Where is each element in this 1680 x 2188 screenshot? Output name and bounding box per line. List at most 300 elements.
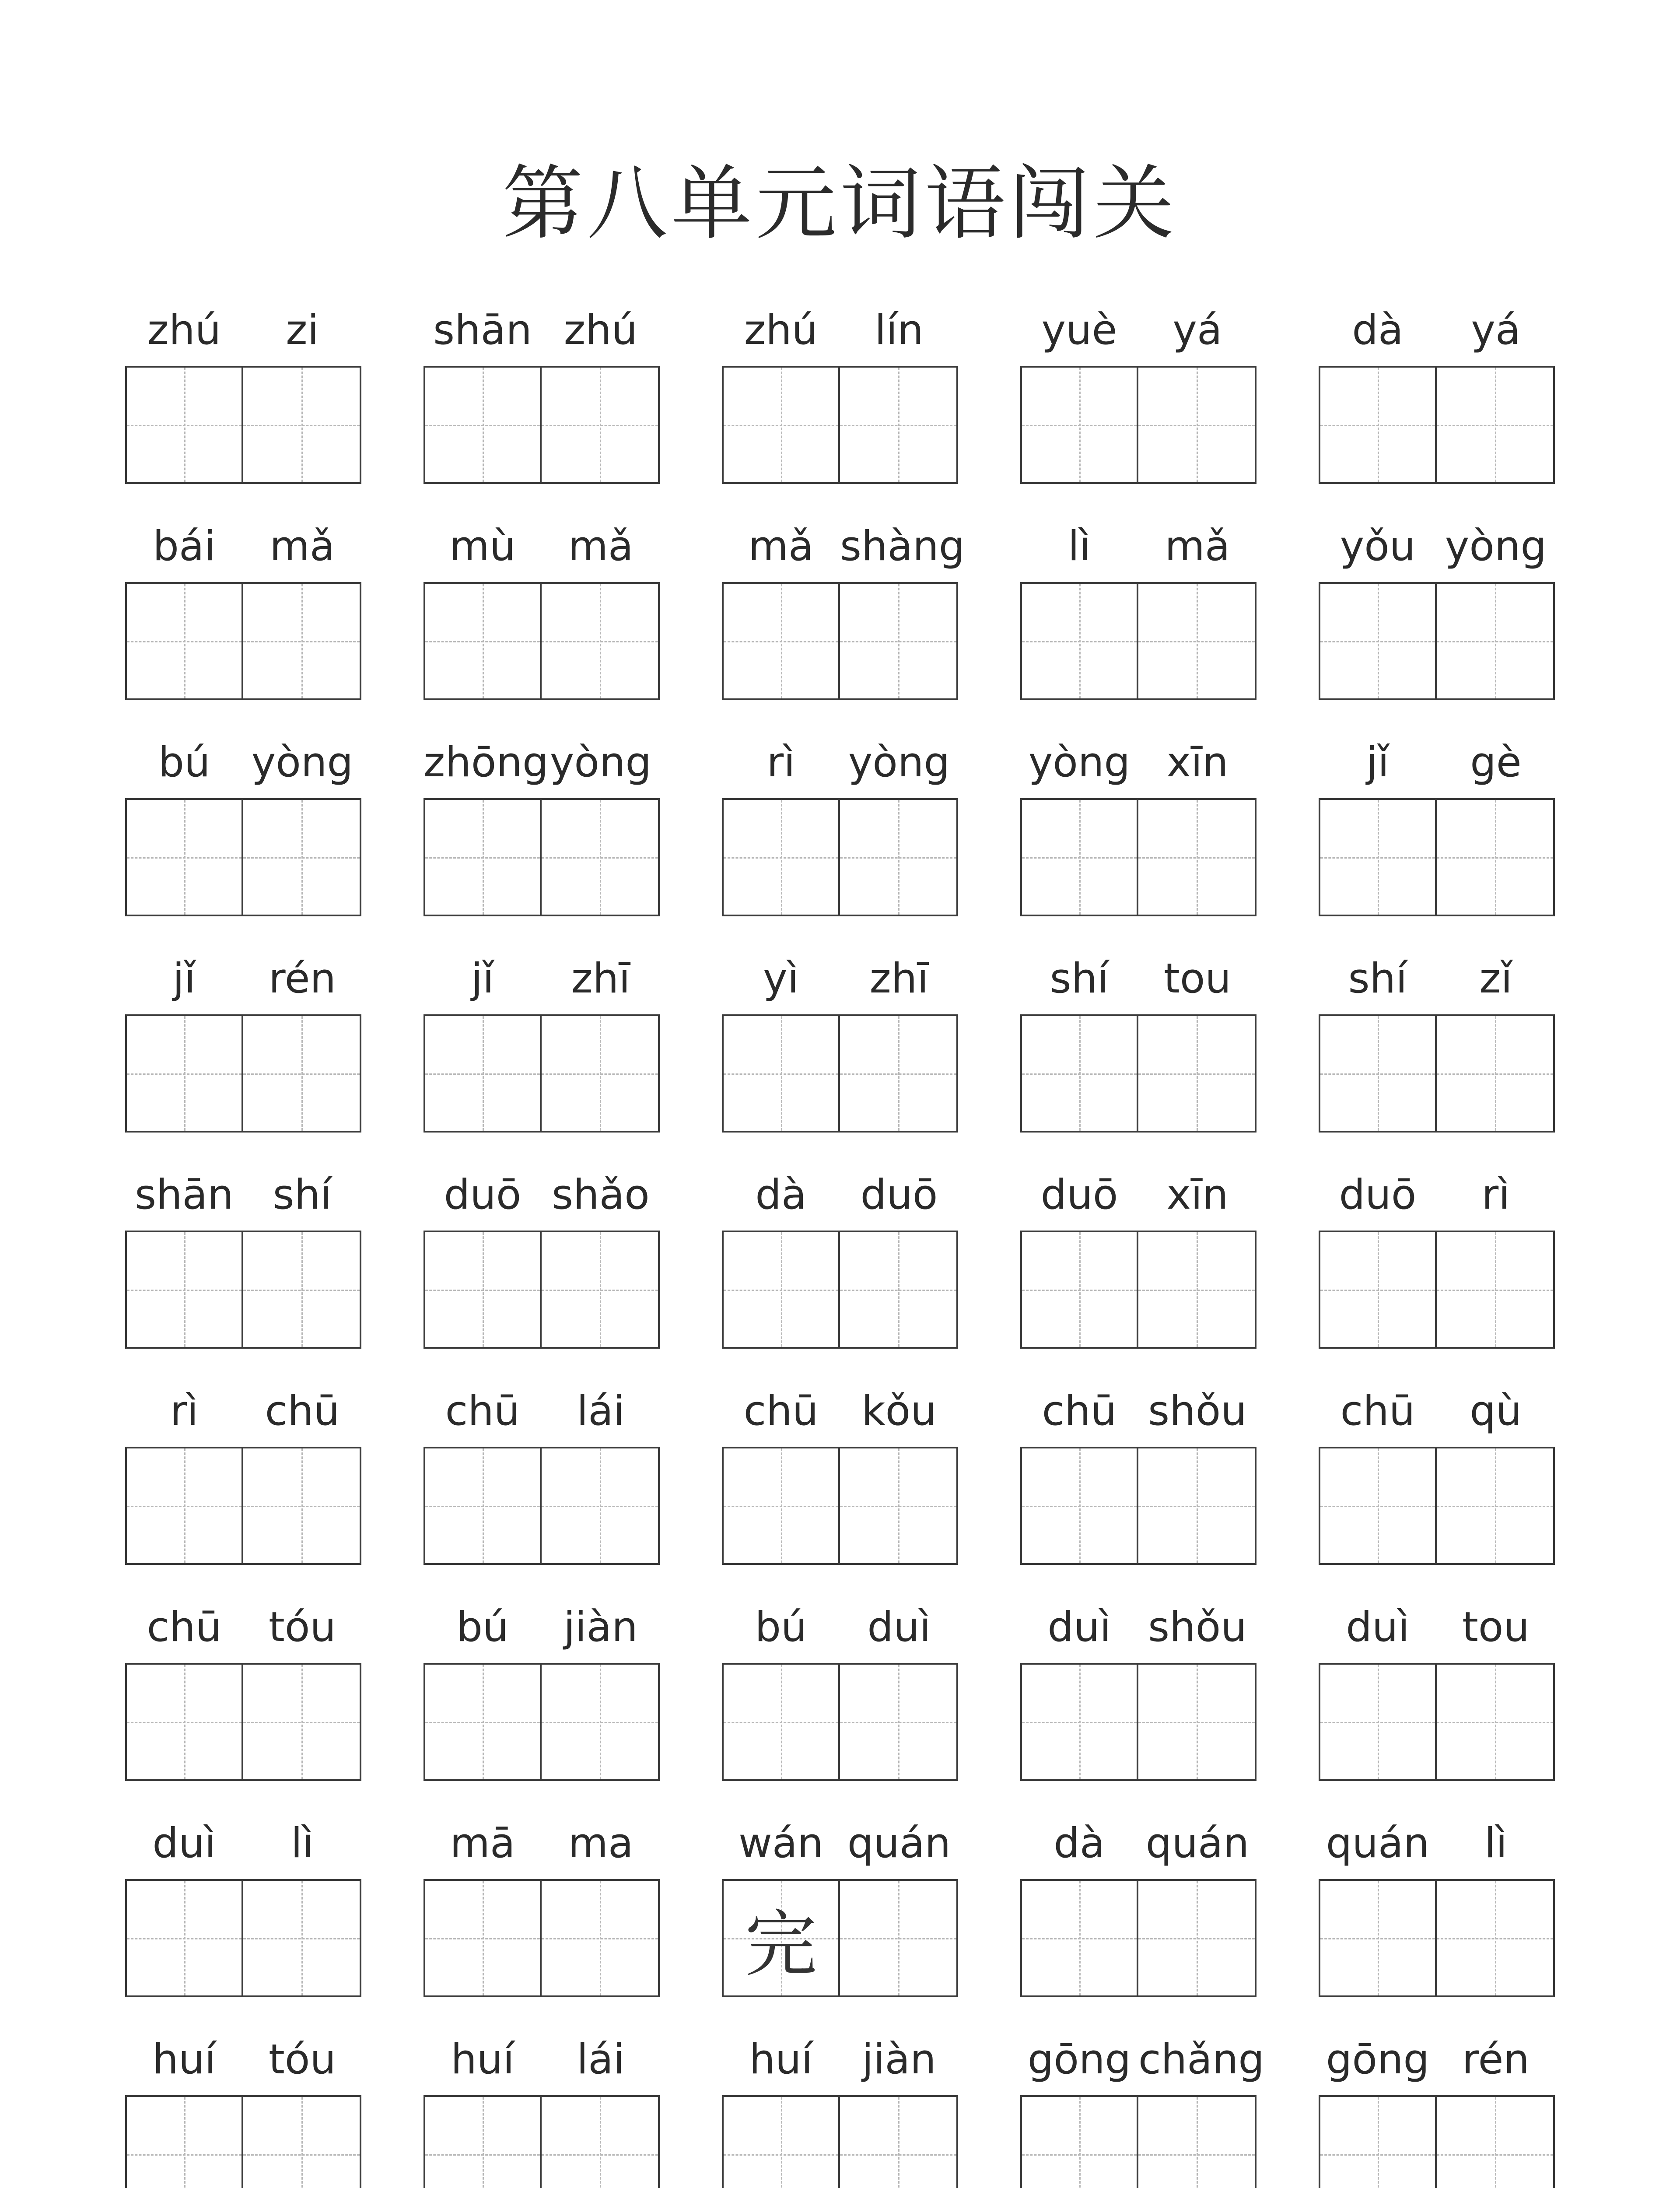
character-box-2[interactable] bbox=[1138, 582, 1256, 700]
written-character bbox=[127, 1881, 242, 1995]
written-character bbox=[542, 1016, 658, 1131]
pinyin-syllable-1: yǒu bbox=[1340, 522, 1416, 570]
pinyin-syllable-1: chū bbox=[1042, 1387, 1117, 1435]
written-character bbox=[127, 1665, 242, 1779]
written-character bbox=[1320, 368, 1435, 482]
pinyin-row bbox=[1020, 1162, 1256, 1228]
word-item bbox=[424, 730, 660, 946]
pinyin-row bbox=[722, 1162, 958, 1228]
word-item bbox=[1319, 946, 1555, 1162]
pinyin-syllable-2: kǒu bbox=[861, 1387, 937, 1435]
character-box-1[interactable] bbox=[1020, 582, 1138, 700]
pinyin-syllable-1: gōng bbox=[1326, 2036, 1430, 2083]
character-box-2[interactable] bbox=[1437, 582, 1555, 700]
written-character bbox=[243, 368, 360, 482]
pinyin-syllable-1: shān bbox=[433, 306, 532, 354]
pinyin-syllable-1: zhú bbox=[147, 306, 221, 354]
written-character bbox=[542, 800, 658, 915]
written-character bbox=[542, 1881, 658, 1995]
tianzige-boxes bbox=[125, 2095, 361, 2188]
tianzige-boxes bbox=[1319, 582, 1555, 700]
word-item bbox=[424, 1162, 660, 1378]
pinyin-row bbox=[1020, 946, 1256, 1012]
character-box-1[interactable] bbox=[1319, 366, 1437, 484]
character-box-1[interactable] bbox=[1020, 1879, 1138, 1997]
written-character bbox=[1022, 1016, 1137, 1131]
word-item bbox=[125, 1811, 361, 2027]
pinyin-syllable-1: gōng bbox=[1027, 2036, 1131, 2083]
tianzige-boxes bbox=[1020, 366, 1256, 484]
character-box-2[interactable] bbox=[542, 1663, 660, 1781]
written-character bbox=[1138, 1448, 1255, 1563]
character-box-1[interactable] bbox=[424, 798, 542, 916]
tianzige-boxes bbox=[1020, 582, 1256, 700]
written-character bbox=[1022, 800, 1137, 915]
pinyin-syllable-2: shí bbox=[273, 1171, 332, 1219]
pinyin-row bbox=[424, 1162, 660, 1228]
character-box-2[interactable] bbox=[1437, 366, 1555, 484]
pinyin-syllable-2: lì bbox=[1484, 1820, 1508, 1867]
tianzige-boxes bbox=[125, 1879, 361, 1997]
word-item bbox=[424, 1378, 660, 1595]
pinyin-syllable-1: bú bbox=[456, 1603, 509, 1651]
word-item bbox=[125, 298, 361, 514]
character-box-2[interactable] bbox=[243, 1447, 361, 1565]
pinyin-syllable-2: tou bbox=[1462, 1603, 1530, 1651]
pinyin-syllable-1: lì bbox=[1068, 522, 1091, 570]
word-item bbox=[722, 298, 958, 514]
word-item bbox=[1319, 1595, 1555, 1811]
pinyin-syllable-2: rén bbox=[1462, 2036, 1530, 2083]
written-character bbox=[127, 800, 242, 915]
tianzige-boxes bbox=[722, 1447, 958, 1565]
word-item bbox=[424, 1595, 660, 1811]
character-box-2[interactable] bbox=[1138, 798, 1256, 916]
written-character bbox=[840, 584, 956, 698]
character-box-1[interactable] bbox=[1020, 1014, 1138, 1133]
written-character bbox=[127, 1232, 242, 1347]
pinyin-syllable-1: huí bbox=[152, 2036, 216, 2083]
pinyin-syllable-1: chū bbox=[1340, 1387, 1415, 1435]
character-box-1[interactable] bbox=[722, 1879, 840, 1997]
pinyin-row bbox=[1319, 946, 1555, 1012]
tianzige-boxes bbox=[424, 1447, 660, 1565]
word-item bbox=[125, 946, 361, 1162]
written-character bbox=[1437, 368, 1553, 482]
pinyin-syllable-2: lái bbox=[577, 2036, 625, 2083]
written-character bbox=[425, 1665, 540, 1779]
pinyin-syllable-1: dà bbox=[755, 1171, 807, 1219]
tianzige-boxes bbox=[1319, 1231, 1555, 1349]
character-box-2[interactable] bbox=[542, 798, 660, 916]
character-box-2[interactable] bbox=[542, 1231, 660, 1349]
word-item bbox=[1319, 1378, 1555, 1595]
character-box-2[interactable] bbox=[1138, 1879, 1256, 1997]
pinyin-syllable-2: yòng bbox=[251, 739, 354, 786]
character-box-1[interactable] bbox=[722, 1231, 840, 1349]
pinyin-syllable-1: mā bbox=[450, 1820, 515, 1867]
pinyin-syllable-1: chū bbox=[147, 1603, 222, 1651]
tianzige-boxes bbox=[1319, 1879, 1555, 1997]
character-box-1[interactable] bbox=[722, 2095, 840, 2188]
pinyin-syllable-1: duì bbox=[152, 1820, 216, 1867]
pinyin-syllable-2: zhú bbox=[564, 306, 638, 354]
character-box-1[interactable] bbox=[424, 1447, 542, 1565]
character-box-1[interactable] bbox=[1319, 1447, 1437, 1565]
character-box-1[interactable] bbox=[424, 582, 542, 700]
character-box-1[interactable] bbox=[1319, 1231, 1437, 1349]
character-box-1[interactable] bbox=[125, 1231, 243, 1349]
pinyin-row bbox=[722, 514, 965, 579]
pinyin-syllable-2: shǒu bbox=[1148, 1603, 1247, 1651]
character-box-2[interactable] bbox=[840, 1447, 958, 1565]
word-item bbox=[722, 1378, 958, 1595]
character-box-2[interactable] bbox=[542, 2095, 660, 2188]
character-box-2[interactable] bbox=[243, 1231, 361, 1349]
tianzige-boxes bbox=[1319, 1447, 1555, 1565]
tianzige-boxes bbox=[424, 1663, 660, 1781]
pinyin-row bbox=[125, 946, 361, 1012]
word-item bbox=[424, 1811, 660, 2027]
word-item bbox=[1319, 2027, 1555, 2188]
pinyin-row bbox=[1020, 1378, 1256, 1444]
written-character bbox=[1022, 368, 1137, 482]
pinyin-syllable-2: yá bbox=[1471, 306, 1521, 354]
pinyin-row bbox=[722, 1811, 958, 1876]
written-character bbox=[542, 1448, 658, 1563]
written-character bbox=[1022, 584, 1137, 698]
character-box-2[interactable] bbox=[542, 582, 660, 700]
character-box-1[interactable] bbox=[125, 2095, 243, 2188]
character-box-2[interactable] bbox=[542, 1014, 660, 1133]
word-item bbox=[125, 1162, 361, 1378]
pinyin-syllable-2: mǎ bbox=[270, 522, 335, 570]
written-character bbox=[1320, 1016, 1435, 1131]
written-character bbox=[840, 1665, 956, 1779]
character-box-1[interactable] bbox=[1020, 798, 1138, 916]
character-box-2[interactable] bbox=[1437, 2095, 1555, 2188]
character-box-2[interactable] bbox=[243, 1014, 361, 1133]
character-box-1[interactable] bbox=[125, 1879, 243, 1997]
word-item bbox=[424, 946, 660, 1162]
written-character bbox=[425, 1016, 540, 1131]
written-character bbox=[1320, 800, 1435, 915]
pinyin-syllable-2: quán bbox=[847, 1820, 951, 1867]
character-box-1[interactable] bbox=[722, 582, 840, 700]
written-character bbox=[542, 1232, 658, 1347]
pinyin-syllable-1: duì bbox=[1047, 1603, 1111, 1651]
character-box-2[interactable] bbox=[542, 1879, 660, 1997]
pinyin-row bbox=[1319, 1595, 1555, 1660]
word-item bbox=[722, 946, 958, 1162]
tianzige-boxes bbox=[1020, 1447, 1256, 1565]
word-item bbox=[722, 1811, 958, 2027]
pinyin-syllable-2: gè bbox=[1470, 739, 1522, 786]
word-item bbox=[1020, 1162, 1256, 1378]
character-box-1[interactable] bbox=[424, 1879, 542, 1997]
written-character bbox=[1320, 1232, 1435, 1347]
pinyin-syllable-1: yì bbox=[763, 955, 799, 1003]
character-box-2[interactable] bbox=[1138, 1663, 1256, 1781]
character-box-2[interactable] bbox=[1437, 1879, 1555, 1997]
written-character bbox=[724, 1665, 838, 1779]
character-box-2[interactable] bbox=[243, 582, 361, 700]
character-box-1[interactable] bbox=[125, 1014, 243, 1133]
written-character bbox=[840, 1232, 956, 1347]
character-box-1[interactable] bbox=[1319, 1014, 1437, 1133]
pinyin-syllable-1: chū bbox=[743, 1387, 819, 1435]
written-character bbox=[1138, 800, 1255, 915]
written-character bbox=[1138, 1016, 1255, 1131]
pinyin-syllable-1: duō bbox=[1040, 1171, 1118, 1219]
character-box-1[interactable] bbox=[125, 366, 243, 484]
pinyin-row bbox=[1020, 730, 1256, 796]
written-character bbox=[127, 1016, 242, 1131]
character-box-2[interactable] bbox=[243, 798, 361, 916]
pinyin-syllable-2: yòng bbox=[1445, 522, 1547, 570]
written-character bbox=[243, 2097, 360, 2188]
pinyin-row bbox=[1319, 514, 1555, 579]
written-character bbox=[127, 584, 242, 698]
pinyin-syllable-1: shí bbox=[1050, 955, 1109, 1003]
pinyin-syllable-2: yòng bbox=[848, 739, 950, 786]
pinyin-syllable-2: ma bbox=[568, 1820, 634, 1867]
character-box-1[interactable] bbox=[424, 366, 542, 484]
character-box-2[interactable] bbox=[1138, 366, 1256, 484]
character-box-2[interactable] bbox=[840, 798, 958, 916]
word-item bbox=[125, 730, 361, 946]
tianzige-boxes bbox=[1020, 1231, 1256, 1349]
word-grid bbox=[125, 298, 1556, 2188]
written-character bbox=[127, 1448, 242, 1563]
word-item bbox=[1020, 298, 1256, 514]
character-box-1[interactable] bbox=[424, 1231, 542, 1349]
pinyin-row bbox=[1319, 2027, 1555, 2093]
written-character bbox=[724, 368, 838, 482]
character-box-1[interactable] bbox=[1020, 366, 1138, 484]
pinyin-row bbox=[424, 1811, 660, 1876]
character-box-1[interactable] bbox=[722, 798, 840, 916]
character-box-1[interactable] bbox=[1319, 2095, 1437, 2188]
character-box-2[interactable] bbox=[840, 1663, 958, 1781]
written-character bbox=[1022, 1665, 1137, 1779]
word-item bbox=[1319, 1162, 1555, 1378]
tianzige-boxes bbox=[424, 1879, 660, 1997]
pinyin-syllable-1: shí bbox=[1348, 955, 1407, 1003]
character-box-2[interactable] bbox=[1437, 1447, 1555, 1565]
word-item bbox=[1319, 298, 1555, 514]
pinyin-syllable-2: shǎo bbox=[552, 1171, 650, 1219]
pinyin-row bbox=[722, 2027, 958, 2093]
character-box-2[interactable] bbox=[840, 582, 958, 700]
tianzige-boxes bbox=[722, 2095, 958, 2188]
pinyin-row bbox=[125, 730, 361, 796]
pinyin-syllable-2: mǎ bbox=[1165, 522, 1230, 570]
character-box-1[interactable] bbox=[1020, 1231, 1138, 1349]
character-box-1[interactable] bbox=[722, 1014, 840, 1133]
character-box-2[interactable] bbox=[1138, 2095, 1256, 2188]
pinyin-row bbox=[424, 298, 660, 363]
character-box-2[interactable] bbox=[840, 1014, 958, 1133]
pinyin-syllable-1: zhōng bbox=[424, 739, 549, 786]
character-box-1[interactable] bbox=[125, 798, 243, 916]
character-box-2[interactable] bbox=[1437, 1231, 1555, 1349]
page-title: 第八单元词语闯关 bbox=[502, 156, 1178, 251]
pinyin-syllable-2: zi bbox=[286, 306, 319, 354]
tianzige-boxes bbox=[424, 1231, 660, 1349]
written-character bbox=[1138, 584, 1255, 698]
pinyin-syllable-1: mǎ bbox=[748, 522, 814, 570]
pinyin-syllable-1: yòng bbox=[1028, 739, 1130, 786]
tianzige-boxes bbox=[1319, 366, 1555, 484]
word-item bbox=[722, 1595, 958, 1811]
word-item bbox=[1020, 514, 1256, 730]
character-box-2[interactable] bbox=[840, 366, 958, 484]
tianzige-boxes bbox=[722, 366, 958, 484]
written-character bbox=[243, 800, 360, 915]
pinyin-syllable-1: jǐ bbox=[172, 955, 196, 1003]
pinyin-row bbox=[424, 514, 660, 579]
character-box-1[interactable] bbox=[1020, 2095, 1138, 2188]
written-character bbox=[1022, 1881, 1137, 1995]
written-character bbox=[1437, 1448, 1553, 1563]
character-box-2[interactable] bbox=[1138, 1447, 1256, 1565]
written-character bbox=[1320, 1448, 1435, 1563]
character-box-2[interactable] bbox=[243, 366, 361, 484]
written-character bbox=[724, 584, 838, 698]
pinyin-syllable-1: duì bbox=[1346, 1603, 1410, 1651]
written-character bbox=[1022, 2097, 1137, 2188]
pinyin-syllable-2: duō bbox=[860, 1171, 938, 1219]
written-character bbox=[243, 1665, 360, 1779]
character-box-2[interactable] bbox=[1437, 1014, 1555, 1133]
character-box-1[interactable] bbox=[1020, 1663, 1138, 1781]
character-box-2[interactable] bbox=[542, 366, 660, 484]
written-character bbox=[243, 1016, 360, 1131]
character-box-1[interactable] bbox=[424, 1663, 542, 1781]
pinyin-syllable-2: lín bbox=[875, 306, 924, 354]
written-character bbox=[840, 1448, 956, 1563]
pinyin-syllable-2: tou bbox=[1164, 955, 1231, 1003]
pinyin-syllable-1: dà bbox=[1352, 306, 1404, 354]
pinyin-syllable-1: bái bbox=[153, 522, 216, 570]
pinyin-syllable-2: duì bbox=[867, 1603, 931, 1651]
written-character bbox=[1138, 2097, 1255, 2188]
written-character bbox=[724, 800, 838, 915]
character-box-2[interactable] bbox=[542, 1447, 660, 1565]
written-character bbox=[1437, 1665, 1553, 1779]
character-box-1[interactable] bbox=[424, 2095, 542, 2188]
pinyin-row bbox=[125, 1378, 361, 1444]
pinyin-syllable-2: lì bbox=[290, 1820, 314, 1867]
pinyin-syllable-1: wán bbox=[738, 1820, 824, 1867]
pinyin-row bbox=[1020, 298, 1256, 363]
character-box-1[interactable] bbox=[125, 1447, 243, 1565]
tianzige-boxes bbox=[1020, 798, 1256, 916]
word-item bbox=[1020, 1595, 1256, 1811]
written-character bbox=[1437, 1232, 1553, 1347]
written-character bbox=[127, 368, 242, 482]
character-box-2[interactable] bbox=[1138, 1231, 1256, 1349]
written-character bbox=[840, 1881, 956, 1995]
character-box-1[interactable] bbox=[125, 582, 243, 700]
character-box-1[interactable] bbox=[722, 366, 840, 484]
word-item bbox=[1020, 1811, 1256, 2027]
character-box-2[interactable] bbox=[243, 1879, 361, 1997]
character-box-2[interactable] bbox=[243, 2095, 361, 2188]
character-box-1[interactable] bbox=[125, 1663, 243, 1781]
character-box-2[interactable] bbox=[840, 2095, 958, 2188]
tianzige-boxes bbox=[1020, 2095, 1256, 2188]
pinyin-row bbox=[1319, 1378, 1555, 1444]
character-box-2[interactable] bbox=[1437, 798, 1555, 916]
pinyin-syllable-1: rì bbox=[170, 1387, 199, 1435]
character-box-1[interactable] bbox=[722, 1447, 840, 1565]
tianzige-boxes bbox=[125, 1014, 361, 1133]
written-character bbox=[425, 800, 540, 915]
written-character bbox=[1022, 1448, 1137, 1563]
tianzige-boxes bbox=[1020, 1014, 1256, 1133]
tianzige-boxes bbox=[125, 366, 361, 484]
pinyin-syllable-2: rì bbox=[1481, 1171, 1510, 1219]
pinyin-row bbox=[722, 1378, 958, 1444]
word-item bbox=[1319, 730, 1555, 946]
pinyin-syllable-2: xīn bbox=[1166, 739, 1228, 786]
pinyin-syllable-2: chū bbox=[265, 1387, 340, 1435]
written-character bbox=[724, 1016, 838, 1131]
word-item bbox=[1020, 730, 1256, 946]
tianzige-boxes bbox=[1319, 1014, 1555, 1133]
pinyin-syllable-2: jiàn bbox=[564, 1603, 638, 1651]
character-box-2[interactable] bbox=[243, 1663, 361, 1781]
written-character bbox=[542, 368, 658, 482]
written-character: 完 bbox=[745, 1902, 817, 1986]
pinyin-syllable-1: mù bbox=[449, 522, 516, 570]
pinyin-syllable-2: jiàn bbox=[862, 2036, 936, 2083]
pinyin-row bbox=[125, 298, 361, 363]
character-box-2[interactable] bbox=[1138, 1014, 1256, 1133]
pinyin-syllable-2: shàng bbox=[840, 522, 965, 570]
pinyin-syllable-2: xīn bbox=[1166, 1171, 1228, 1219]
written-character bbox=[1138, 1232, 1255, 1347]
written-character bbox=[1437, 584, 1553, 698]
character-box-1[interactable] bbox=[1319, 798, 1437, 916]
written-character bbox=[840, 2097, 956, 2188]
written-character bbox=[840, 800, 956, 915]
pinyin-syllable-1: bú bbox=[158, 739, 210, 786]
word-item bbox=[722, 514, 965, 730]
character-box-1[interactable] bbox=[722, 1663, 840, 1781]
pinyin-syllable-1: shān bbox=[135, 1171, 234, 1219]
character-box-1[interactable] bbox=[1020, 1447, 1138, 1565]
character-box-2[interactable] bbox=[840, 1879, 958, 1997]
pinyin-row bbox=[1319, 1811, 1555, 1876]
character-box-1[interactable] bbox=[1319, 1879, 1437, 1997]
character-box-1[interactable] bbox=[424, 1014, 542, 1133]
word-item bbox=[125, 514, 361, 730]
character-box-2[interactable] bbox=[840, 1231, 958, 1349]
character-box-2[interactable] bbox=[1437, 1663, 1555, 1781]
pinyin-syllable-1: yuè bbox=[1041, 306, 1117, 354]
pinyin-syllable-2: lái bbox=[577, 1387, 625, 1435]
character-box-1[interactable] bbox=[1319, 1663, 1437, 1781]
written-character bbox=[542, 2097, 658, 2188]
character-box-1[interactable] bbox=[1319, 582, 1437, 700]
pinyin-row bbox=[424, 2027, 660, 2093]
written-character bbox=[243, 1881, 360, 1995]
tianzige-boxes bbox=[1020, 1663, 1256, 1781]
written-character bbox=[1437, 800, 1553, 915]
